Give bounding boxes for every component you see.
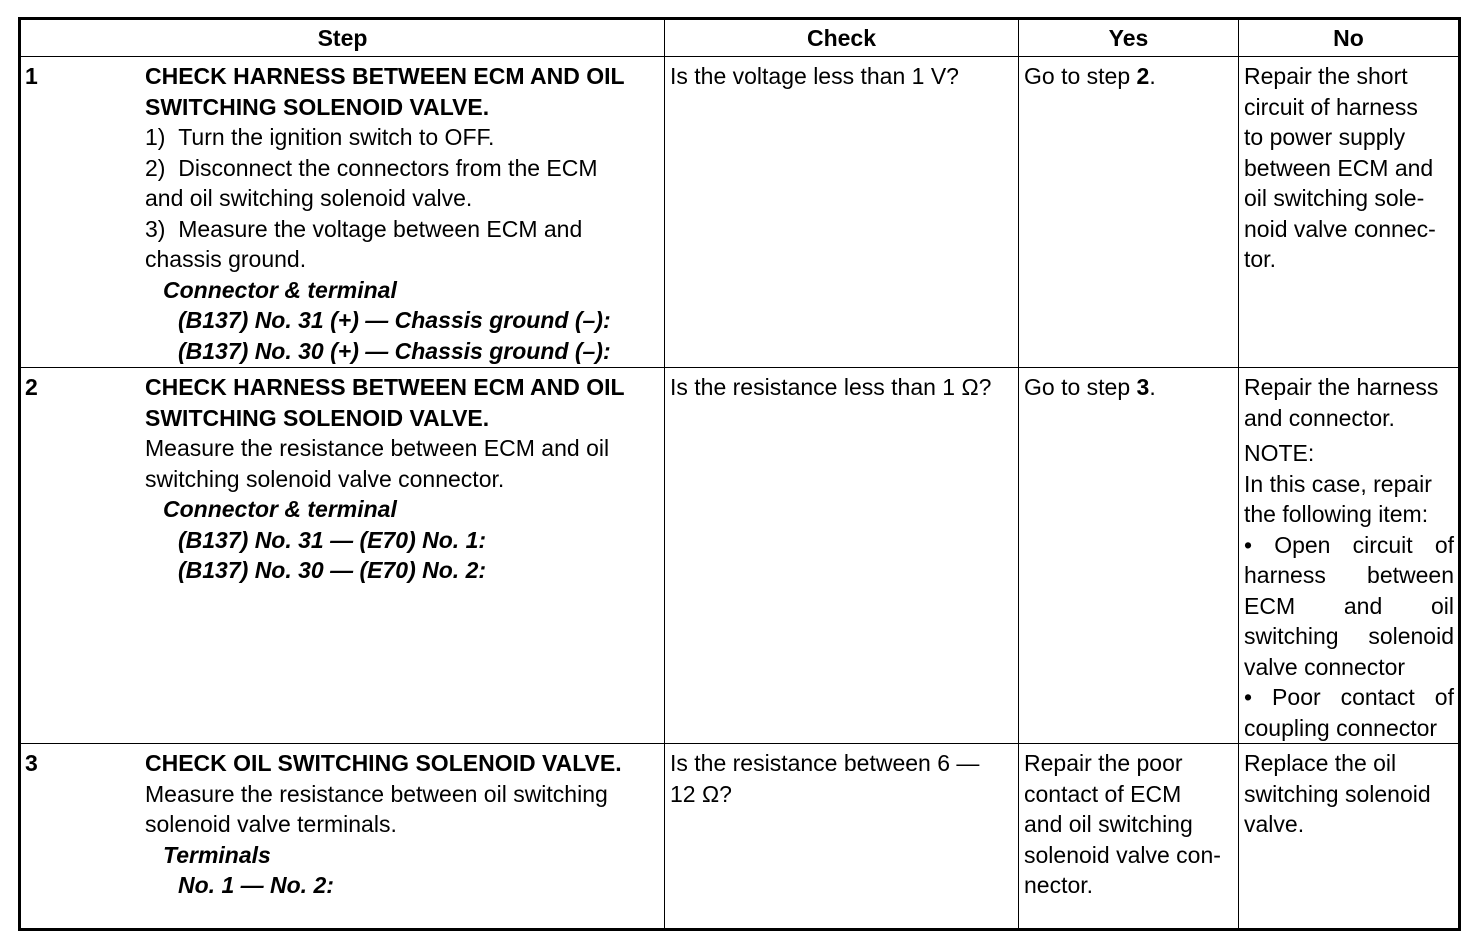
no-cell [1239,744,1460,930]
note-item: • Poor contact of coupling connector [1244,684,1454,741]
yes-line: and oil switching [1024,811,1193,837]
next-step-link: 3 [1136,374,1150,400]
no-line: tor. [1244,246,1276,272]
step-title: SWITCHING SOLENOID VALVE. [145,93,490,120]
check-line: Is the resistance between 6 — [670,750,980,776]
yes-action [1019,368,1238,403]
header-no: No [1239,19,1460,57]
no-line: Replace the oil [1244,750,1397,776]
table-row-step-3 [20,744,1460,930]
instruction: switching solenoid valve connector. [145,465,505,492]
header-yes: Yes [1019,19,1239,57]
no-line: and connector. [1244,404,1395,431]
yes-cell [1019,57,1239,368]
no-line: switching solenoid [1244,780,1431,807]
connector-terminal-label: Connector & terminal [163,496,397,522]
yes-action [1019,57,1238,92]
no-line: noid valve connec- [1244,215,1436,242]
step-title: SWITCHING SOLENOID VALVE. [145,404,490,431]
no-line: oil switching sole- [1244,185,1425,211]
connector-terminal-label: Connector & terminal [163,276,397,303]
no-line: Repair the short [1244,63,1408,89]
instruction: solenoid valve terminals. [145,811,397,837]
yes-text: . [1149,63,1156,89]
step-number: 2 [25,374,38,400]
no-line: circuit of harness [1244,93,1418,120]
check-cell [665,744,1019,930]
step-cell [20,368,665,744]
note-text: In this case, repair [1244,470,1432,497]
step-title: CHECK HARNESS BETWEEN ECM AND OIL [145,374,625,400]
instruction: 1) Turn the ignition switch to OFF. [145,124,495,150]
instruction: and oil switching solenoid valve. [145,185,473,211]
no-action [1239,744,1458,840]
note-item: • Open circuit of harness between ECM and oil switching solenoid valve connector [1244,531,1454,680]
no-action [1239,57,1458,275]
check-cell [665,368,1019,744]
yes-action [1019,744,1238,901]
step-title: CHECK HARNESS BETWEEN ECM AND OIL [145,63,625,89]
step-cell [20,57,665,368]
next-step-link: 2 [1136,63,1150,89]
terminal-spec: No. 1 — No. 2: [178,872,334,898]
step-title: CHECK OIL SWITCHING SOLENOID VALVE. [145,750,622,776]
yes-cell [1019,744,1239,930]
header-check: Check [665,19,1019,57]
instruction: Measure the resistance between ECM and oil [145,435,610,461]
step-number: 3 [25,750,38,776]
check-question: Is the voltage less than 1 V? [670,63,959,89]
no-line: to power supply [1244,124,1406,150]
yes-line: contact of ECM [1024,780,1182,807]
yes-line: Repair the poor [1024,750,1183,776]
table-row-step-2 [20,368,1460,744]
instruction: chassis ground. [145,246,307,272]
connector-terminal-spec: (B137) No. 31 (+) — Chassis ground (–): [178,307,611,333]
terminals-label: Terminals [163,841,271,868]
note-text: the following item: [1244,501,1429,527]
check-question: Is the resistance less than 1 Ω? [670,374,992,400]
connector-terminal-spec: (B137) No. 30 (+) — Chassis ground (–): [178,337,611,364]
no-line: valve. [1244,811,1305,837]
check-cell [665,57,1019,368]
note-title: NOTE: [1244,440,1315,466]
yes-text: Go to step [1024,63,1137,89]
yes-text: Go to step [1024,374,1137,400]
diagnostic-table [18,17,1461,931]
check-question [665,744,1018,809]
no-cell [1239,368,1460,744]
connector-terminal-spec: (B137) No. 30 — (E70) No. 2: [178,557,487,583]
yes-text: . [1149,374,1156,400]
no-action [1239,368,1458,743]
instruction: Measure the resistance between oil switching [145,780,608,807]
connector-terminal-spec: (B137) No. 31 — (E70) No. 1: [178,526,487,553]
yes-line: solenoid valve con- [1024,841,1221,868]
instruction: 2) Disconnect the connectors from the ECM [145,154,598,181]
header-row [20,19,1460,57]
no-line: between ECM and [1244,154,1434,181]
instruction: 3) Measure the voltage between ECM and [145,215,583,242]
no-cell [1239,57,1460,368]
step-number: 1 [25,63,38,89]
check-line: 12 Ω? [670,780,732,807]
no-line: Repair the harness [1244,374,1439,400]
yes-cell [1019,368,1239,744]
step-cell [20,744,665,930]
table-row-step-1 [20,57,1460,368]
header-step: Step [20,19,665,57]
yes-line: nector. [1024,872,1094,898]
